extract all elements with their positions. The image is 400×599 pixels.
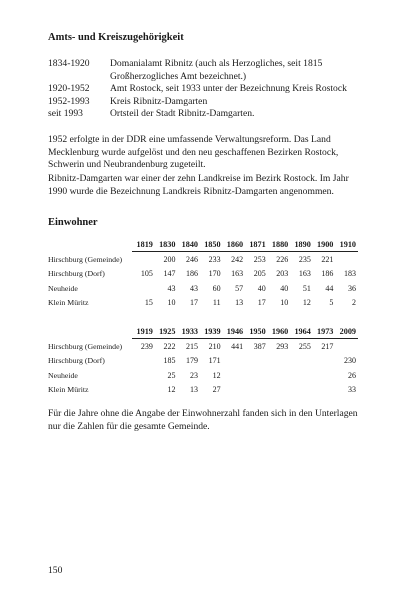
population-value: 185 — [163, 356, 176, 366]
population-value: 44 — [325, 283, 334, 293]
population-value: 15 — [144, 298, 153, 308]
population-value — [132, 383, 155, 398]
population-value: 200 — [163, 254, 176, 264]
population-value: 205 — [253, 269, 266, 279]
population-value: 221 — [321, 254, 334, 264]
population-value — [313, 354, 336, 369]
population-value — [132, 281, 155, 296]
population-value: 40 — [280, 283, 289, 293]
section-heading-amts: Amts- und Kreiszugehörigkeit — [48, 32, 184, 43]
population-value: 17 — [257, 298, 266, 308]
population-value: 210 — [208, 341, 221, 351]
place-name: Hirschburg (Gemeinde) — [48, 254, 123, 264]
footnote: Für die Jahre ohne die Angabe der Einwohnerzahl fanden sich in den Unterlagen nur die Zahlen für die gesamte Gemeinde. — [48, 408, 358, 432]
population-value: 12 — [302, 298, 311, 308]
table-corner — [48, 324, 132, 339]
year-header: 1919 — [132, 324, 155, 339]
place-name: Neuheide — [48, 370, 78, 380]
chronology-years: 1952-1993 — [48, 95, 90, 107]
population-value: 226 — [276, 254, 289, 264]
population-value: 163 — [231, 269, 244, 279]
population-value: 57 — [235, 283, 244, 293]
population-value: 43 — [167, 283, 176, 293]
population-value: 25 — [167, 370, 176, 380]
population-value: 13 — [190, 385, 198, 395]
population-value: 246 — [186, 254, 198, 264]
year-header: 1830 — [155, 237, 178, 252]
population-value: 43 — [190, 283, 198, 293]
population-value — [245, 383, 268, 398]
chronology-text: Domanialamt Ribnitz (auch als Herzogliches, seit 1815 Großherzogliches Amt bezeichnet.) — [110, 58, 323, 82]
population-value — [313, 383, 336, 398]
population-value: 60 — [212, 283, 221, 293]
population-value: 233 — [208, 254, 221, 264]
chronology-years: seit 1993 — [48, 108, 83, 120]
population-value: 40 — [257, 283, 266, 293]
population-value: 387 — [253, 341, 266, 351]
table-row — [48, 368, 358, 383]
year-header: 1973 — [313, 324, 336, 339]
population-value: 293 — [276, 341, 289, 351]
section-heading-einwohner: Einwohner — [48, 217, 98, 228]
table-row — [48, 354, 358, 369]
year-header: 1950 — [245, 324, 268, 339]
chronology-entry — [48, 83, 368, 96]
paragraph-reform: 1952 erfolgte in der DDR eine umfassende Verwaltungsreform. Das Land Mecklenburg wurde aufgelöst und den neu geschaffenen Bezirken Rostock, Schwerin und Neubrandenburg zugeteilt. — [48, 134, 339, 171]
population-value — [268, 354, 291, 369]
population-value: 10 — [167, 298, 176, 308]
chronology-text: Ortsteil der Stadt Ribnitz-Damgarten. — [110, 108, 255, 120]
table-row — [48, 252, 358, 267]
population-value: 230 — [344, 356, 356, 366]
year-header: 1946 — [223, 324, 246, 339]
population-value: 12 — [167, 385, 176, 395]
population-value: 217 — [321, 341, 334, 351]
table-row — [48, 339, 358, 354]
population-value — [313, 368, 336, 383]
population-value — [245, 368, 268, 383]
population-value: 147 — [163, 269, 176, 279]
population-value: 11 — [212, 298, 221, 308]
population-value: 215 — [186, 341, 198, 351]
population-value — [290, 354, 313, 369]
table-row — [48, 281, 358, 296]
population-value: 222 — [163, 341, 176, 351]
population-value: 23 — [190, 370, 198, 380]
population-value: 170 — [208, 269, 221, 279]
population-value: 239 — [140, 341, 153, 351]
population-value: 242 — [231, 254, 244, 264]
year-header: 2009 — [335, 324, 358, 339]
population-value: 26 — [348, 370, 356, 380]
population-table-1 — [48, 237, 358, 310]
place-name: Hirschburg (Dorf) — [48, 356, 105, 366]
table-corner — [48, 237, 132, 252]
population-value: 253 — [253, 254, 266, 264]
chronology-text: Kreis Ribnitz-Damgarten — [110, 95, 208, 107]
population-value — [132, 252, 155, 267]
population-value: 179 — [186, 356, 198, 366]
place-name: Neuheide — [48, 283, 78, 293]
population-value — [132, 368, 155, 383]
chronology-list — [48, 58, 368, 121]
population-value: 13 — [235, 298, 244, 308]
table-row — [48, 383, 358, 398]
year-header: 1819 — [132, 237, 155, 252]
population-value — [335, 339, 358, 354]
place-name: Hirschburg (Gemeinde) — [48, 341, 123, 351]
population-value — [223, 368, 246, 383]
chronology-entry — [48, 96, 368, 109]
year-header: 1900 — [313, 237, 336, 252]
chronology-years: 1834-1920 — [48, 58, 90, 69]
population-value — [245, 354, 268, 369]
chronology-entry — [48, 108, 368, 121]
year-header: 1880 — [268, 237, 291, 252]
population-value: 105 — [140, 269, 153, 279]
year-header: 1964 — [290, 324, 313, 339]
place-name: Klein Müritz — [48, 298, 89, 308]
population-value: 163 — [298, 269, 311, 279]
table-row — [48, 267, 358, 282]
place-name: Klein Müritz — [48, 385, 89, 395]
population-value — [223, 383, 246, 398]
chronology-years: 1920-1952 — [48, 83, 90, 95]
population-value: 171 — [208, 356, 221, 366]
population-value: 2 — [352, 298, 356, 308]
year-header: 1960 — [268, 324, 291, 339]
table-row — [48, 296, 358, 311]
paragraph-landkreis: Ribnitz-Damgarten war einer der zehn Landkreise im Bezirk Rostock. Im Jahr 1990 wurde die Bezeichnung Landkreis Ribnitz-Damgarten angenommen. — [48, 173, 349, 197]
population-value — [268, 383, 291, 398]
population-value: 183 — [344, 269, 356, 279]
year-header: 1939 — [200, 324, 223, 339]
population-value — [290, 368, 313, 383]
year-header: 1890 — [290, 237, 313, 252]
population-value: 33 — [348, 385, 356, 395]
year-header: 1871 — [245, 237, 268, 252]
year-header: 1860 — [223, 237, 246, 252]
population-value — [290, 383, 313, 398]
year-header: 1910 — [335, 237, 358, 252]
population-value: 255 — [298, 341, 311, 351]
population-value: 10 — [280, 298, 289, 308]
place-name: Hirschburg (Dorf) — [48, 269, 105, 279]
population-value: 186 — [321, 269, 334, 279]
chronology-entry — [48, 58, 368, 83]
chronology-text: Amt Rostock, seit 1933 unter der Bezeichnung Kreis Rostock — [110, 83, 347, 95]
population-value: 5 — [329, 298, 334, 308]
year-header: 1850 — [200, 237, 223, 252]
year-header: 1925 — [155, 324, 178, 339]
population-value — [268, 368, 291, 383]
population-value: 27 — [212, 385, 221, 395]
population-value: 51 — [302, 283, 311, 293]
population-value — [223, 354, 246, 369]
population-value: 186 — [186, 269, 198, 279]
population-table-2 — [48, 324, 358, 397]
population-value: 235 — [298, 254, 311, 264]
population-value: 36 — [348, 283, 356, 293]
population-value — [132, 354, 155, 369]
year-header: 1933 — [177, 324, 200, 339]
page-number: 150 — [48, 565, 63, 576]
year-header: 1840 — [177, 237, 200, 252]
population-value — [335, 252, 358, 267]
population-value: 441 — [231, 341, 244, 351]
population-value: 203 — [276, 269, 289, 279]
population-value: 12 — [212, 370, 221, 380]
population-value: 17 — [190, 298, 198, 308]
